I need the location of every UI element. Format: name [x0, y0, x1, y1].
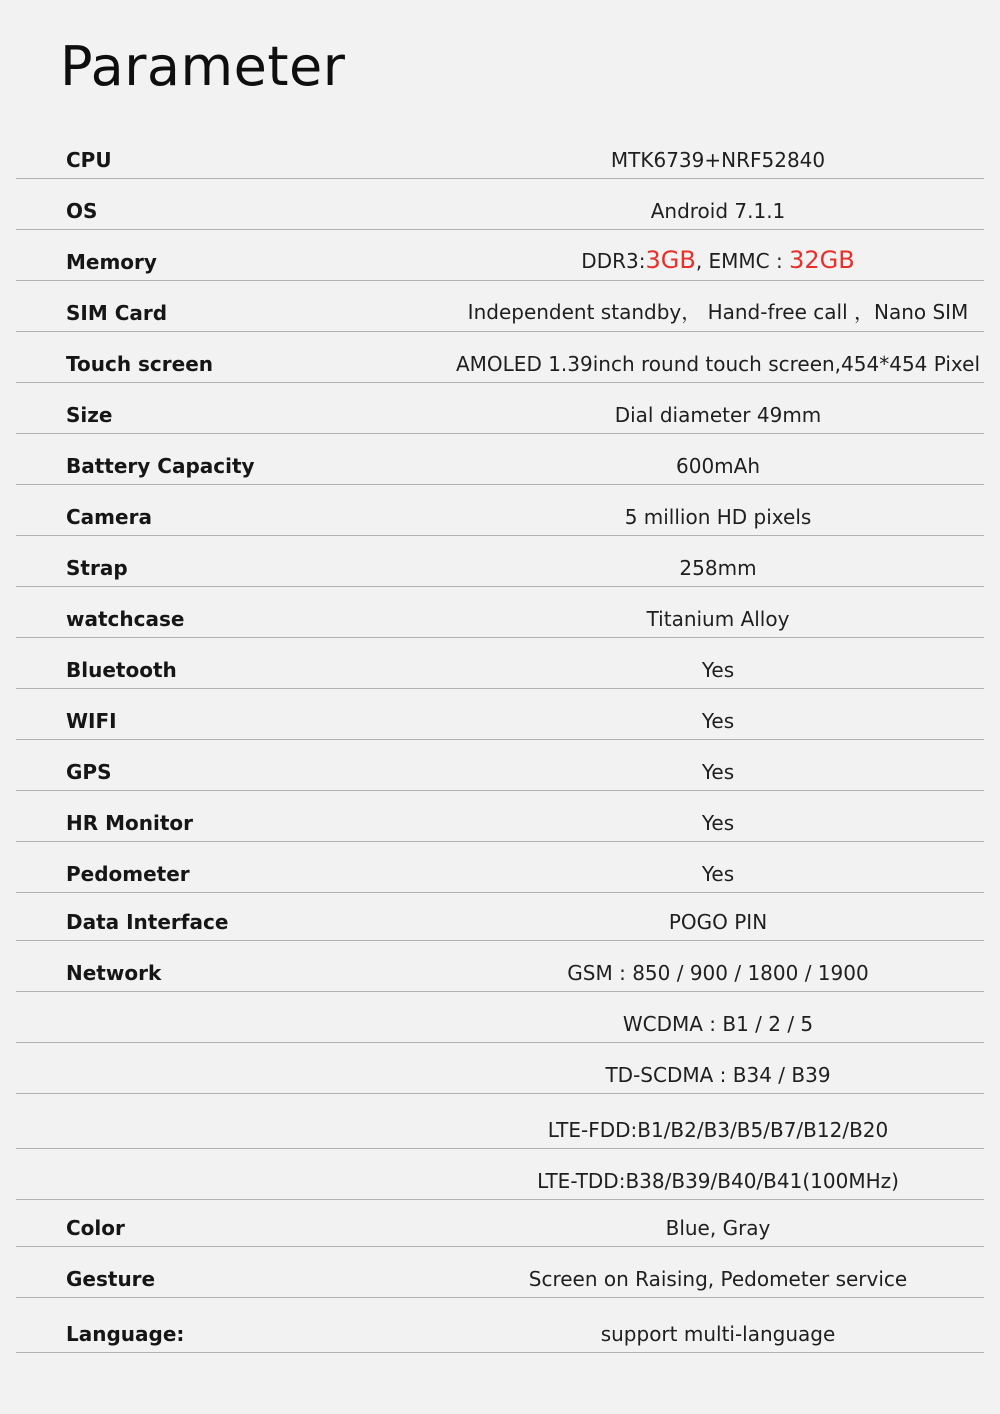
row-label: watchcase: [66, 607, 185, 631]
row-label: WIFI: [66, 709, 117, 733]
row-value: support multi-language: [600, 1322, 836, 1346]
row-value: Yes: [701, 862, 735, 886]
row-battery-capacity: [16, 434, 984, 485]
row-color: [16, 1200, 984, 1247]
row-size: [16, 383, 984, 434]
emmc-capacity: 32GB: [789, 246, 855, 274]
row-value: Titanium Alloy: [646, 607, 790, 631]
row-memory: [16, 230, 984, 281]
row-value-memory: [581, 246, 854, 274]
row-touch-screen: [16, 332, 984, 383]
row-value: LTE-TDD:B38/B39/B40/B41(100MHz): [537, 1169, 899, 1193]
row-label: CPU: [66, 148, 112, 172]
row-value: 600mAh: [675, 454, 761, 478]
row-gesture: [16, 1247, 984, 1298]
row-label: Color: [66, 1216, 125, 1240]
row-strap: [16, 536, 984, 587]
row-label: Language:: [66, 1322, 185, 1346]
row-os: [16, 179, 984, 230]
ddr3-capacity: 3GB: [645, 246, 696, 274]
row-label: Battery Capacity: [66, 454, 255, 478]
memory-type-label: DDR3:: [581, 249, 646, 273]
row-language: [16, 1298, 984, 1353]
row-value: GSM : 850 / 900 / 1800 / 1900: [567, 961, 869, 985]
row-value: Yes: [701, 811, 735, 835]
row-value: Dial diameter 49mm: [614, 403, 822, 427]
row-label: Memory: [66, 250, 157, 274]
row-network-td-scdma: [16, 1043, 984, 1094]
row-hr-monitor: [16, 791, 984, 842]
page-title: Parameter: [60, 35, 346, 98]
row-label: GPS: [66, 760, 112, 784]
row-data-interface: [16, 893, 984, 941]
row-label: Data Interface: [66, 910, 229, 934]
row-label: Size: [66, 403, 113, 427]
row-label: SIM Card: [66, 301, 168, 325]
row-value: Yes: [701, 760, 735, 784]
row-label: Camera: [66, 505, 152, 529]
row-value: 5 million HD pixels: [624, 505, 812, 529]
emmc-label: , EMMC :: [695, 249, 790, 273]
row-cpu: [16, 130, 984, 179]
row-label: Bluetooth: [66, 658, 177, 682]
row-network: [16, 941, 984, 992]
row-value: Android 7.1.1: [650, 199, 786, 223]
row-pedometer: [16, 842, 984, 893]
row-label: Strap: [66, 556, 128, 580]
row-value: MTK6739+NRF52840: [610, 148, 826, 172]
row-value: TD-SCDMA : B34 / B39: [605, 1063, 831, 1087]
parameter-table: [16, 0, 984, 1414]
row-value: AMOLED 1.39inch round touch screen,454*454 Pixel: [455, 352, 981, 376]
row-value: Yes: [701, 658, 735, 682]
row-value: WCDMA : B1 / 2 / 5: [622, 1012, 814, 1036]
row-value: Blue, Gray: [665, 1216, 771, 1240]
row-value: Yes: [701, 709, 735, 733]
row-camera: [16, 485, 984, 536]
row-label: Gesture: [66, 1267, 156, 1291]
row-gps: [16, 740, 984, 791]
row-label: HR Monitor: [66, 811, 194, 835]
row-label: Pedometer: [66, 862, 190, 886]
row-label: OS: [66, 199, 98, 223]
row-watchcase: [16, 587, 984, 638]
row-network-wcdma: [16, 992, 984, 1043]
row-value: 258mm: [679, 556, 757, 580]
row-value: Independent standby， Hand-free call ，Nano SIM: [467, 300, 969, 324]
row-value: LTE-FDD:B1/B2/B3/B5/B7/B12/B20: [547, 1118, 889, 1142]
row-wifi: [16, 689, 984, 740]
row-label: Network: [66, 961, 162, 985]
row-network-lte-fdd: [16, 1094, 984, 1149]
row-value: POGO PIN: [668, 910, 768, 934]
row-label: Touch screen: [66, 352, 214, 376]
row-sim-card: [16, 281, 984, 332]
row-bluetooth: [16, 638, 984, 689]
row-value: Screen on Raising, Pedometer service: [528, 1267, 908, 1291]
row-network-lte-tdd: [16, 1149, 984, 1200]
